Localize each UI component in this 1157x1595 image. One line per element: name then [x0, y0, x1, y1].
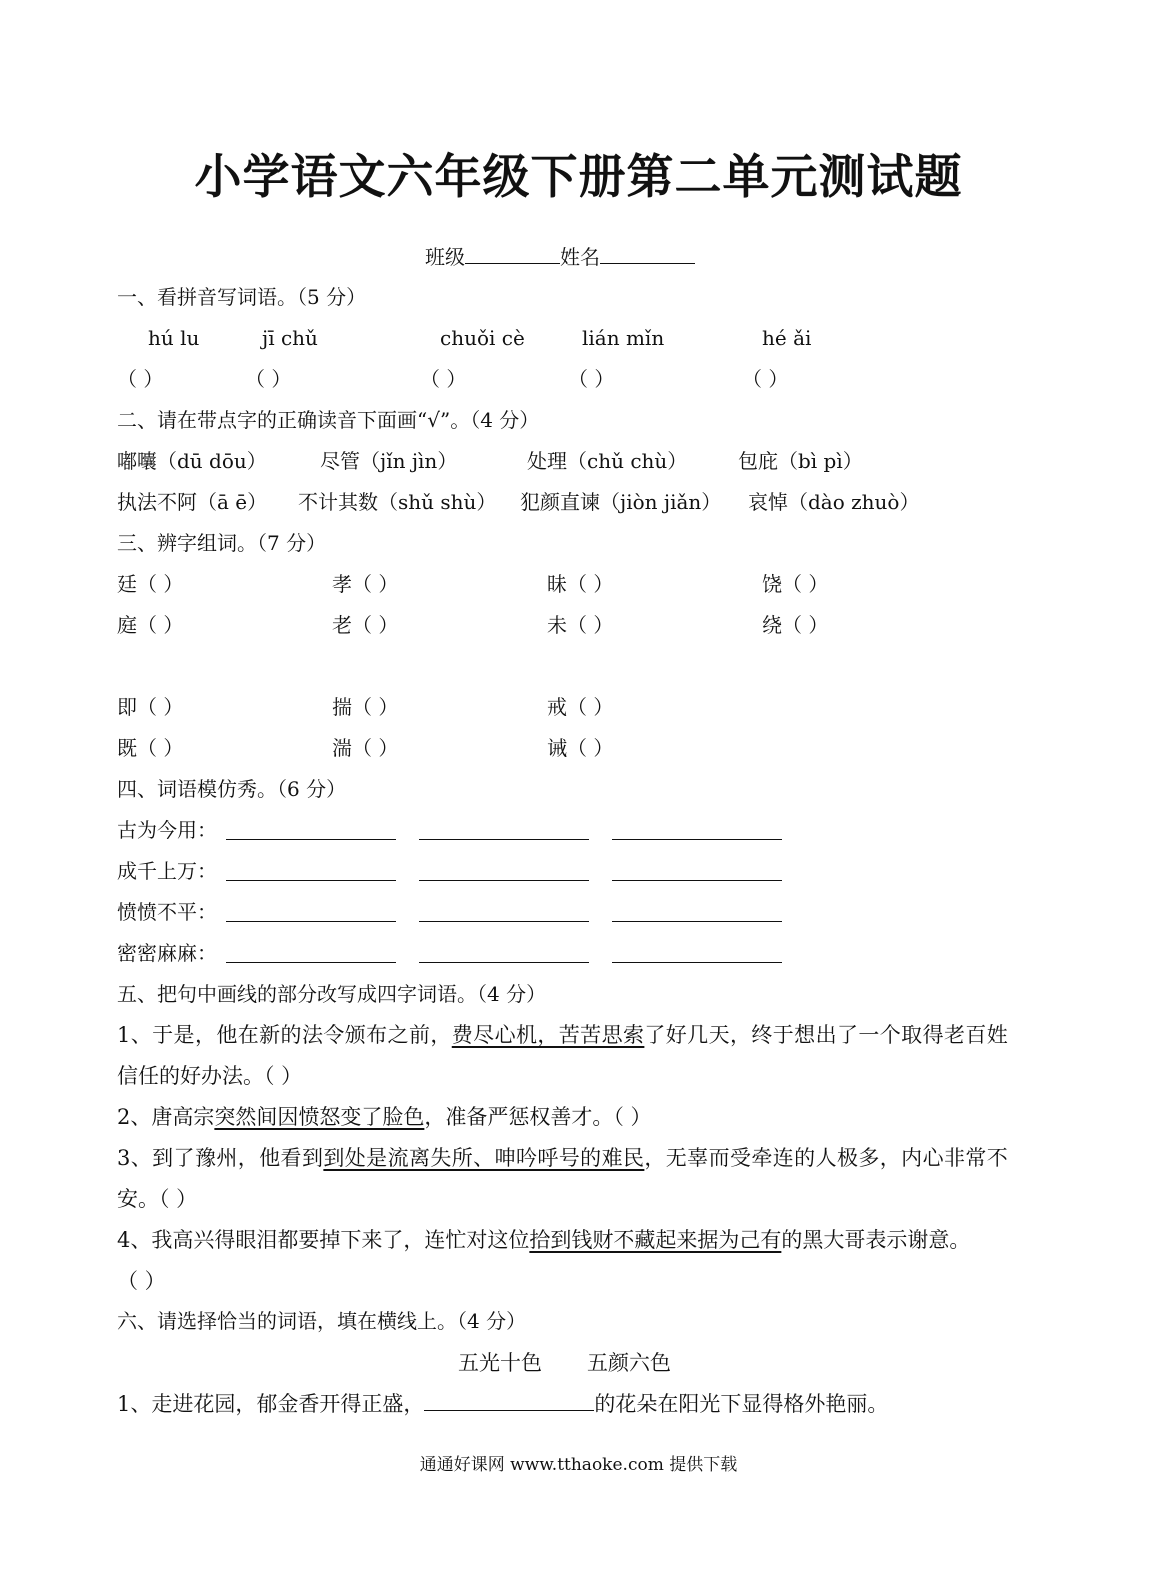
word-group-item[interactable]: 廷（ ）: [117, 572, 184, 596]
underlined-phrase: 费尽心机，苦苦思索: [451, 1023, 645, 1047]
pinyin-5: hé ǎi: [762, 326, 812, 350]
reading-item[interactable]: 哀悼（dào zhuò）: [748, 490, 920, 514]
question-5-3: 3、到了豫州，他看到到处是流离失所、呻吟呼号的难民，无辜而受牵连的人极多，内心非常不: [117, 1146, 1009, 1170]
answer-line[interactable]: [419, 880, 589, 881]
name-blank[interactable]: [600, 243, 695, 264]
answer-line[interactable]: [612, 839, 782, 840]
reading-item[interactable]: 犯颜直谏（jiòn jiǎn）: [520, 490, 722, 514]
reading-item[interactable]: 嘟囔（dū dōu）: [117, 449, 267, 473]
answer-line[interactable]: [226, 962, 396, 963]
word-group-item[interactable]: 诫（ ）: [547, 736, 614, 760]
question-6-1: 1、走进花园，郁金香开得正盛， 的花朵在阳光下显得格外艳丽。: [117, 1392, 889, 1416]
word-group-item[interactable]: 绕（ ）: [762, 613, 829, 637]
page-footer: 通通好课网 www.tthaoke.com 提供下载: [419, 1455, 738, 1475]
question-5-1-answer[interactable]: 信任的好办法。（ ）: [117, 1064, 303, 1088]
underlined-phrase: 到处是流离失所、呻吟呼号的难民: [323, 1146, 645, 1170]
fill-blank[interactable]: [424, 1390, 594, 1411]
word-group-item[interactable]: 既（ ）: [117, 736, 184, 760]
imitation-label: 成千上万：: [117, 859, 217, 883]
word-group-item[interactable]: 即（ ）: [117, 695, 184, 719]
answer-bracket-1[interactable]: （ ）: [117, 367, 164, 391]
section-6-heading: 六、请选择恰当的词语，填在横线上。（4 分）: [117, 1309, 527, 1333]
word-group-item[interactable]: 戒（ ）: [547, 695, 614, 719]
answer-bracket-4[interactable]: （ ）: [568, 367, 615, 391]
imitation-label: 古为今用：: [117, 818, 217, 842]
answer-line[interactable]: [226, 839, 396, 840]
question-5-4: 4、我高兴得眼泪都要掉下来了，连忙对这位拾到钱财不藏起来据为己有的黑大哥表示谢意。: [117, 1228, 971, 1252]
class-label: 班级: [425, 245, 465, 269]
imitation-label: 密密麻麻：: [117, 941, 217, 965]
word-group-item[interactable]: 饶（ ）: [762, 572, 829, 596]
answer-line[interactable]: [419, 839, 589, 840]
reading-item[interactable]: 不计其数（shǔ shù）: [298, 490, 497, 514]
pinyin-4: lián mǐn: [582, 326, 665, 350]
word-group-item[interactable]: 未（ ）: [547, 613, 614, 637]
word-group-item[interactable]: 孝（ ）: [332, 572, 399, 596]
word-group-item[interactable]: 庭（ ）: [117, 613, 184, 637]
pinyin-1: hú lu: [148, 326, 200, 350]
section-1-heading: 一、看拼音写词语。（5 分）: [117, 285, 367, 309]
answer-bracket-5[interactable]: （ ）: [742, 367, 789, 391]
question-5-1: 1、于是，他在新的法令颁布之前，费尽心机，苦苦思索了好几天，终于想出了一个取得老百姓: [117, 1023, 1009, 1047]
section-2-heading: 二、请在带点字的正确读音下面画“√”。（4 分）: [117, 408, 540, 432]
reading-item[interactable]: 尽管（jǐn jìn）: [320, 449, 458, 473]
section-3-heading: 三、辨字组词。（7 分）: [117, 531, 327, 555]
word-option: 五光十色: [458, 1351, 542, 1375]
answer-line[interactable]: [612, 880, 782, 881]
page-title: 小学语文六年级下册第二单元测试题: [194, 150, 963, 205]
answer-line[interactable]: [419, 962, 589, 963]
word-group-item[interactable]: 昧（ ）: [547, 572, 614, 596]
section-4-heading: 四、词语模仿秀。（6 分）: [117, 777, 347, 801]
word-group-item[interactable]: 湍（ ）: [332, 736, 399, 760]
answer-line[interactable]: [612, 962, 782, 963]
question-5-2[interactable]: 2、唐高宗突然间因愤怒变了脸色，准备严惩权善才。（ ）: [117, 1105, 652, 1129]
pinyin-2: jī chǔ: [262, 326, 318, 350]
reading-item[interactable]: 包庇（bì pì）: [738, 449, 863, 473]
word-group-item[interactable]: 老（ ）: [332, 613, 399, 637]
reading-item[interactable]: 执法不阿（ā ē）: [117, 490, 268, 514]
reading-item[interactable]: 处理（chǔ chù）: [527, 449, 688, 473]
answer-bracket-3[interactable]: （ ）: [420, 367, 467, 391]
name-label: 姓名: [560, 245, 600, 269]
pinyin-3: chuǒi cè: [440, 326, 525, 350]
word-group-item[interactable]: 揣（ ）: [332, 695, 399, 719]
answer-bracket-2[interactable]: （ ）: [245, 367, 292, 391]
answer-line[interactable]: [612, 921, 782, 922]
answer-line[interactable]: [226, 880, 396, 881]
answer-line[interactable]: [419, 921, 589, 922]
underlined-phrase: 突然间因愤怒变了脸色: [214, 1105, 425, 1129]
underlined-phrase: 拾到钱财不藏起来据为己有: [529, 1228, 782, 1252]
answer-line[interactable]: [226, 921, 396, 922]
class-name-line: [425, 243, 695, 270]
imitation-label: 愤愤不平：: [117, 900, 217, 924]
question-5-4-answer[interactable]: （ ）: [117, 1269, 166, 1293]
section-5-heading: 五、把句中画线的部分改写成四字词语。（4 分）: [117, 982, 547, 1006]
question-5-3-answer[interactable]: 安。（ ）: [117, 1187, 198, 1211]
word-option: 五颜六色: [587, 1351, 671, 1375]
class-blank[interactable]: [465, 243, 560, 264]
